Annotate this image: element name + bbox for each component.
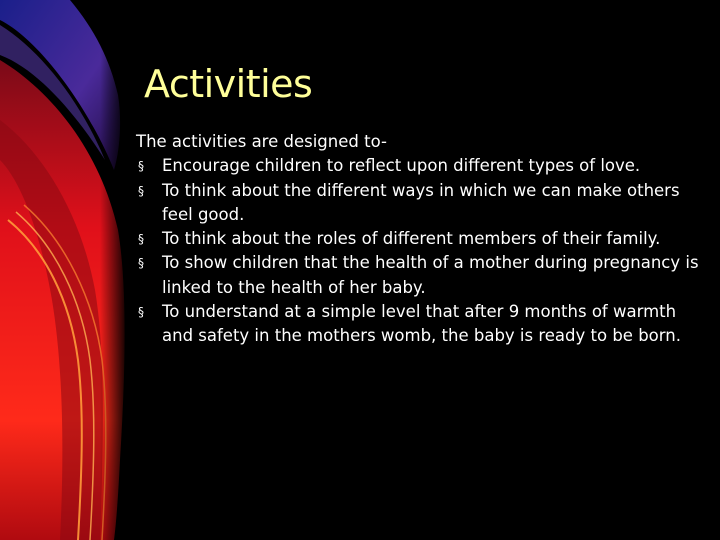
bullet-item: [136, 251, 706, 300]
slide-body: [136, 130, 706, 349]
bullet-marker-icon: §: [138, 183, 144, 198]
bullet-list: [136, 154, 706, 348]
bullet-marker-icon: §: [138, 256, 144, 271]
bullet-marker-icon: §: [138, 305, 144, 320]
bullet-text: To show children that the health of a mother during pregnancy is linked to the health of her baby.: [162, 253, 699, 297]
intro-text: The activities are designed to-: [136, 132, 387, 151]
slide-title: Activities: [144, 62, 313, 106]
bullet-marker-icon: §: [138, 159, 144, 174]
bullet-item: [136, 154, 706, 178]
bullet-item: [136, 300, 706, 349]
bullet-text: Encourage children to reflect upon different types of love.: [162, 156, 641, 176]
bullet-item: [136, 227, 706, 251]
bullet-marker-icon: §: [138, 232, 144, 247]
bullet-text: To think about the different ways in which we can make others feel good.: [162, 180, 680, 224]
bullet-item: [136, 179, 706, 228]
bullet-text: To understand at a simple level that after 9 months of warmth and safety in the mothers womb, the baby is ready to be born.: [162, 302, 681, 346]
bullet-text: To think about the roles of different members of their family.: [162, 229, 661, 249]
